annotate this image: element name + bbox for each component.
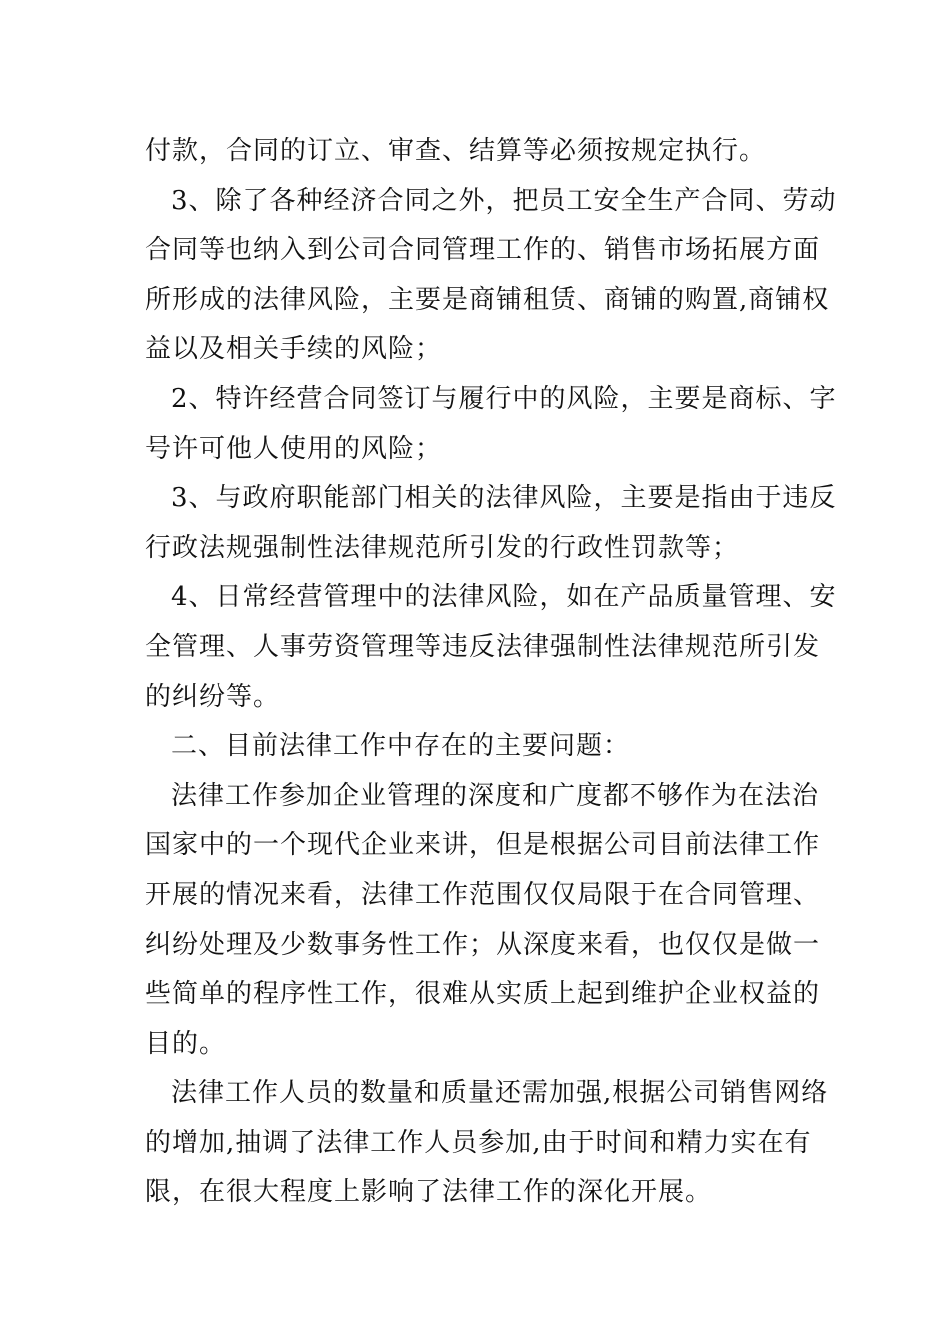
text-line: 付款，合同的订立、审查、结算等必须按规定执行。 <box>145 136 767 166</box>
text-line: 号许可他人使用的风险； <box>145 433 443 464</box>
text-line: 3、除了各种经济合同之外，把员工安全生产合同、劳动 <box>171 185 837 216</box>
text-line: 益以及相关手续的风险； <box>145 334 443 365</box>
text-line: 行政法规强制性法律规范所引发的行政性罚款等； <box>145 532 740 563</box>
text-line: 目的。 <box>145 1028 227 1059</box>
text-line: 全管理、人事劳资管理等违反法律强制性法律规范所引发 <box>145 631 821 662</box>
text-line: 4、日常经营管理中的法律风险，如在产品质量管理、安 <box>171 582 837 613</box>
text-line: 合同等也纳入到公司合同管理工作的、销售市场拓展方面 <box>145 235 821 266</box>
text-line: 2、特许经营合同签订与履行中的风险，主要是商标、字 <box>171 383 837 414</box>
document-body <box>145 127 837 1218</box>
text-line: 的纠纷等。 <box>145 681 281 712</box>
text-line: 开展的情况来看，法律工作范围仅仅局限于在合同管理、 <box>145 879 821 910</box>
text-line: 国家中的一个现代企业来讲，但是根据公司目前法律工作 <box>145 830 821 861</box>
section-heading: 二、目前法律工作中存在的主要问题： <box>171 731 631 762</box>
text-line: 的增加,抽调了法律工作人员参加,由于时间和精力实在有 <box>145 1127 812 1158</box>
text-line: 些简单的程序性工作，很难从实质上起到维护企业权益的 <box>145 979 821 1010</box>
text-line: 纠纷处理及少数事务性工作；从深度来看，也仅仅是做一 <box>145 929 821 960</box>
text-line: 法律工作人员的数量和质量还需加强,根据公司销售网络 <box>171 1078 829 1109</box>
text-line: 法律工作参加企业管理的深度和广度都不够作为在法治 <box>171 780 820 811</box>
text-line: 3、与政府职能部门相关的法律风险，主要是指由于违反 <box>171 483 837 514</box>
text-line: 所形成的法律风险，主要是商铺租赁、商铺的购置,商铺权 <box>145 284 830 315</box>
text-line: 限，在很大程度上影响了法律工作的深化开展。 <box>145 1177 713 1208</box>
